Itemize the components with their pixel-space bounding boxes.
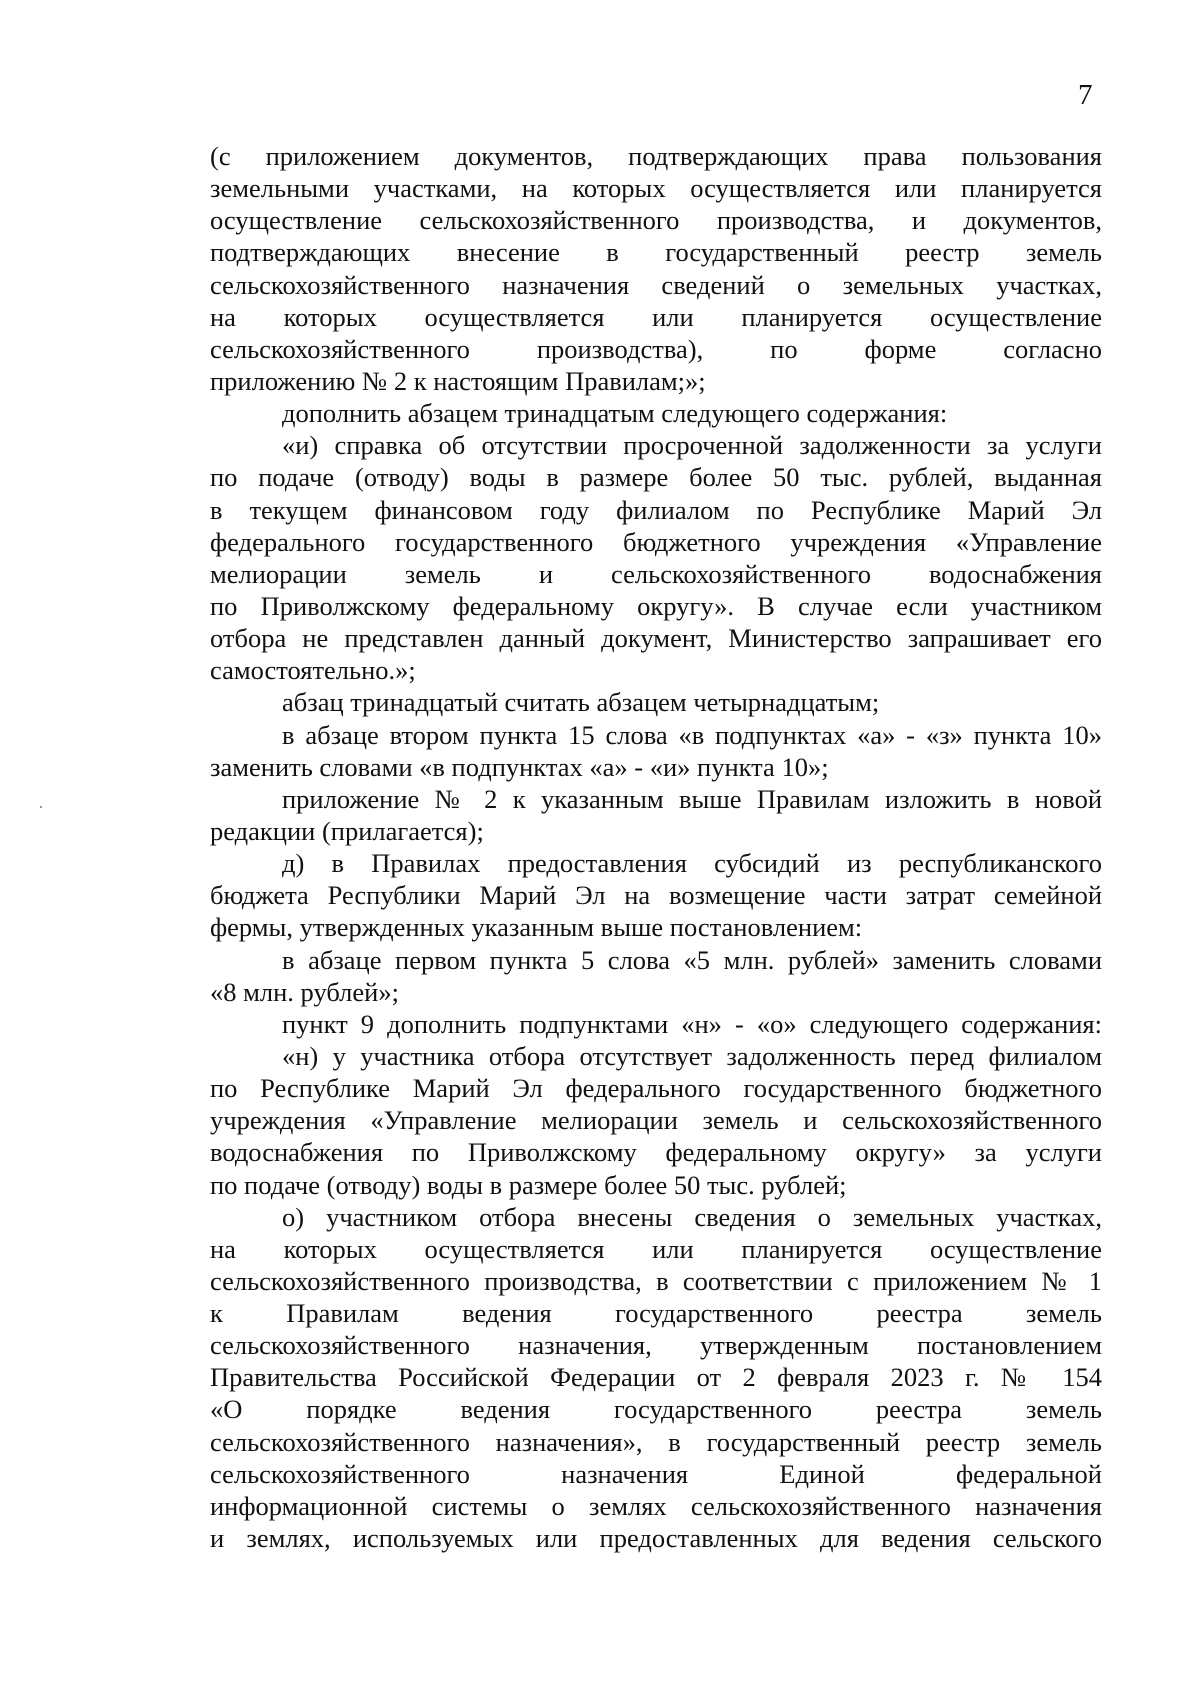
document-body bbox=[210, 140, 1102, 1554]
text-line: информационной системы о землях сельскохозяйственного назначения bbox=[210, 1490, 1102, 1521]
text-line: абзац тринадцатый считать абзацем четырнадцатым; bbox=[282, 687, 880, 718]
text-line: д) в Правилах предоставления субсидий из республиканского bbox=[282, 848, 1102, 879]
text-line: (с приложением документов, подтверждающих права пользования bbox=[210, 141, 1102, 171]
text-line: бюджета Республики Марий Эл на возмещение части затрат семейной bbox=[210, 880, 1102, 911]
text-line: о) участником отбора внесены сведения о земельных участках, bbox=[282, 1201, 1102, 1232]
text-line: отбора не представлен данный документ, Министерство запрашивает его bbox=[210, 623, 1102, 654]
text-line: сельскохозяйственного назначения», в государственный реестр земель bbox=[210, 1426, 1102, 1457]
text-line: подтверждающих внесение в государственный реестр земель bbox=[210, 237, 1102, 268]
text-line: «8 млн. рублей»; bbox=[210, 976, 399, 1007]
text-line: в текущем финансовом году филиалом по Республике Марий Эл bbox=[210, 494, 1102, 525]
text-line: самостоятельно.»; bbox=[210, 655, 416, 686]
text-line: земельными участками, на которых осуществляется или планируется bbox=[210, 173, 1102, 204]
text-line: пункт 9 дополнить подпунктами «н» - «о» следующего содержания: bbox=[282, 1008, 1102, 1039]
scan-speck bbox=[40, 806, 42, 808]
text-line: в абзаце первом пункта 5 слова «5 млн. рублей» заменить словами bbox=[282, 944, 1102, 975]
text-line: на которых осуществляется или планируется осуществление bbox=[210, 301, 1102, 332]
text-line: сельскохозяйственного производства, в соответствии с приложением № 1 bbox=[210, 1265, 1102, 1296]
text-line: в абзаце втором пункта 15 слова «в подпунктах «а» - «з» пункта 10» bbox=[282, 719, 1102, 750]
text-line: «и) справка об отсутствии просроченной задолженности за услуги bbox=[282, 430, 1102, 461]
text-line: к Правилам ведения государственного реестра земель bbox=[210, 1298, 1102, 1329]
text-line: «О порядке ведения государственного реестра земель bbox=[210, 1394, 1102, 1425]
text-line: и землях, используемых или предоставленных для ведения сельского bbox=[210, 1523, 1102, 1554]
text-line: «н) у участника отбора отсутствует задолженность перед филиалом bbox=[282, 1040, 1102, 1071]
text-line: по подаче (отводу) воды в размере более 50 тыс. рублей; bbox=[210, 1169, 847, 1200]
text-line: заменить словами «в подпунктах «а» - «и» пункта 10»; bbox=[210, 751, 829, 782]
text-line: фермы, утвержденных указанным выше постановлением: bbox=[210, 912, 863, 943]
text-line: федерального государственного бюджетного учреждения «Управление bbox=[210, 526, 1102, 557]
text-line: мелиорации земель и сельскохозяйственного водоснабжения bbox=[210, 558, 1102, 589]
text-line: Правительства Российской Федерации от 2 февраля 2023 г. № 154 bbox=[210, 1362, 1102, 1393]
text-line: сельскохозяйственного назначения, утвержденным постановлением bbox=[210, 1330, 1102, 1361]
text-line: дополнить абзацем тринадцатым следующего содержания: bbox=[282, 398, 948, 429]
text-line: приложению № 2 к настоящим Правилам;»; bbox=[210, 365, 706, 396]
text-line: по подаче (отводу) воды в размере более 50 тыс. рублей, выданная bbox=[210, 462, 1102, 493]
page-number: 7 bbox=[1078, 79, 1093, 111]
text-line: по Республике Марий Эл федерального государственного бюджетного bbox=[210, 1073, 1102, 1104]
text-line: на которых осуществляется или планируется осуществление bbox=[210, 1233, 1102, 1264]
text-line: осуществление сельскохозяйственного производства, и документов, bbox=[210, 205, 1102, 236]
text-line: редакции (прилагается); bbox=[210, 815, 484, 846]
text-line: приложение № 2 к указанным выше Правилам изложить в новой bbox=[282, 783, 1102, 814]
text-line: сельскохозяйственного назначения Единой федеральной bbox=[210, 1458, 1102, 1489]
text-line: сельскохозяйственного производства), по форме согласно bbox=[210, 333, 1102, 364]
text-line: водоснабжения по Приволжскому федеральному округу» за услуги bbox=[210, 1137, 1102, 1168]
text-line: сельскохозяйственного назначения сведений о земельных участках, bbox=[210, 269, 1102, 300]
text-line: учреждения «Управление мелиорации земель и сельскохозяйственного bbox=[210, 1105, 1102, 1136]
text-line: по Приволжскому федеральному округу». В случае если участником bbox=[210, 590, 1102, 621]
